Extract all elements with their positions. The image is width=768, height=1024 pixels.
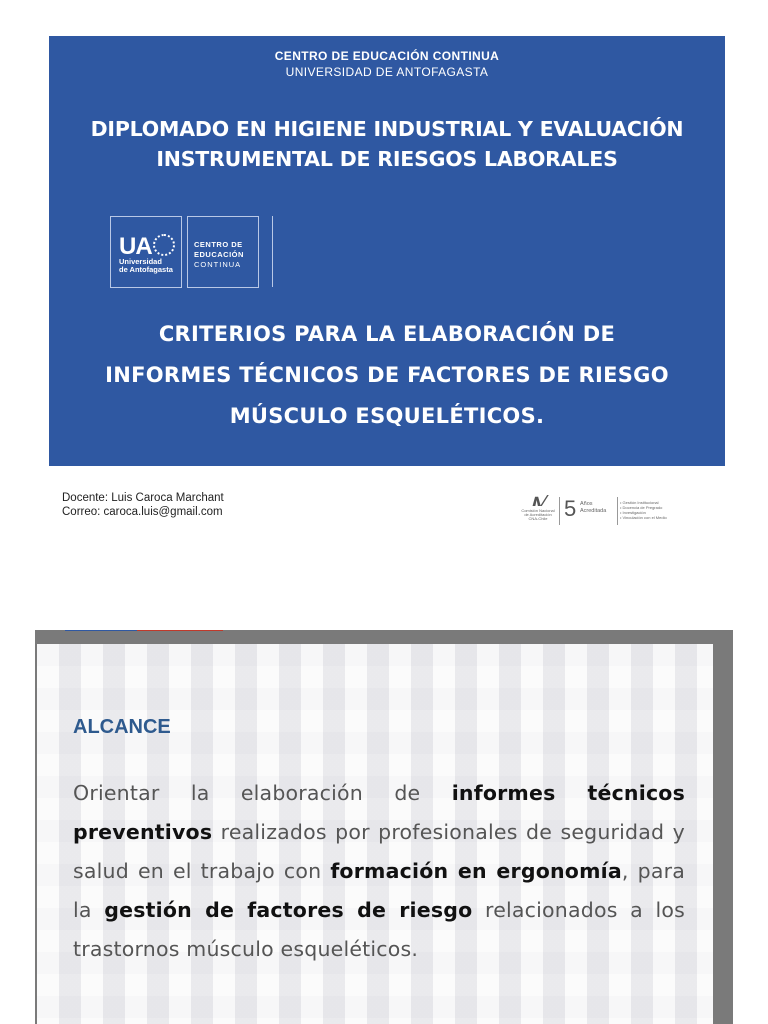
program-title-line-2: INSTRUMENTAL DE RIESGOS LABORALES xyxy=(156,147,618,171)
logo-divider xyxy=(272,216,273,287)
accreditation-area: • Gestión Institucional xyxy=(620,500,659,505)
cna-mark-icon: ∧∕ xyxy=(530,493,546,510)
program-title-line-1: DIPLOMADO EN HIGIENE INDUSTRIAL Y EVALUACIÓN xyxy=(90,117,684,141)
logo-university-text xyxy=(119,258,173,274)
logo-ua-text: UA xyxy=(119,233,152,260)
university-name: UNIVERSIDAD DE ANTOFAGASTA xyxy=(285,65,489,79)
title-banner xyxy=(49,36,725,466)
accreditation-area: • Vinculación con el Medio xyxy=(620,515,667,520)
cna-logo xyxy=(519,495,557,521)
accent-bar-red xyxy=(137,630,223,631)
accreditation-badge xyxy=(519,495,679,527)
presentation-topic xyxy=(59,314,715,437)
section-title: ALCANCE xyxy=(73,716,171,738)
logo-center-line-2: EDUCACIÓN xyxy=(194,250,244,259)
logo-center-text xyxy=(194,240,244,270)
center-logo xyxy=(187,216,259,288)
logo-center-line-3: CONTINUA xyxy=(194,260,242,269)
scope-slide xyxy=(35,630,733,1024)
content-panel xyxy=(37,644,713,1024)
teacher-name: Docente: Luis Caroca Marchant xyxy=(62,492,224,504)
cna-agency-line-2: de Acreditación xyxy=(524,512,552,517)
topic-line-3: MÚSCULO ESQUELÉTICOS. xyxy=(229,404,545,428)
cna-agency-line-3: CNA-Chile xyxy=(528,516,548,521)
paragraph-text: , para la xyxy=(73,859,685,922)
topic-line-2: INFORMES TÉCNICOS DE FACTORES DE RIESGO xyxy=(105,363,669,387)
paragraph-bold-text: informes técnicos preventivos xyxy=(73,781,685,844)
university-logo xyxy=(110,216,182,288)
paragraph-bold-text: gestión de factores de riesgo xyxy=(104,898,473,922)
teacher-info xyxy=(62,491,224,519)
logo-center-line-1: CENTRO DE xyxy=(194,240,243,249)
accreditation-divider xyxy=(617,497,618,525)
accreditation-areas xyxy=(620,500,667,520)
accreditation-divider xyxy=(559,497,560,525)
program-title xyxy=(69,114,705,174)
accreditation-years-text xyxy=(580,501,606,515)
accreditation-years-word: Años xyxy=(580,501,593,507)
logo-university-line-2: de Antofagasta xyxy=(119,265,173,274)
org-name: CENTRO DE EDUCACIÓN CONTINUA xyxy=(274,49,500,63)
paragraph-text: Orientar la elaboración de xyxy=(73,781,452,805)
accreditation-area: • Docencia de Pregrado xyxy=(620,505,663,510)
seal-icon xyxy=(153,234,175,256)
paragraph-bold-text: formación en ergonomía xyxy=(330,859,622,883)
accent-bar-blue xyxy=(65,630,137,631)
teacher-email: Correo: caroca.luis@gmail.com xyxy=(62,506,223,518)
topic-line-1: CRITERIOS PARA LA ELABORACIÓN DE xyxy=(158,322,616,346)
paragraph-text: realizados por profesionales de seguridad y salud en el trabajo con xyxy=(73,820,685,883)
paragraph-text: relacionados a los trastornos músculo esqueléticos. xyxy=(73,898,685,961)
institution-logo xyxy=(110,216,280,288)
accreditation-area: • Investigación xyxy=(620,510,646,515)
scope-paragraph xyxy=(73,774,685,969)
accreditation-status: Acreditada xyxy=(580,508,607,514)
accreditation-years-number: 5 xyxy=(564,496,577,521)
logo-university-line-1: Universidad xyxy=(119,257,162,266)
cna-agency-line-1: Comisión Nacional xyxy=(521,508,555,513)
